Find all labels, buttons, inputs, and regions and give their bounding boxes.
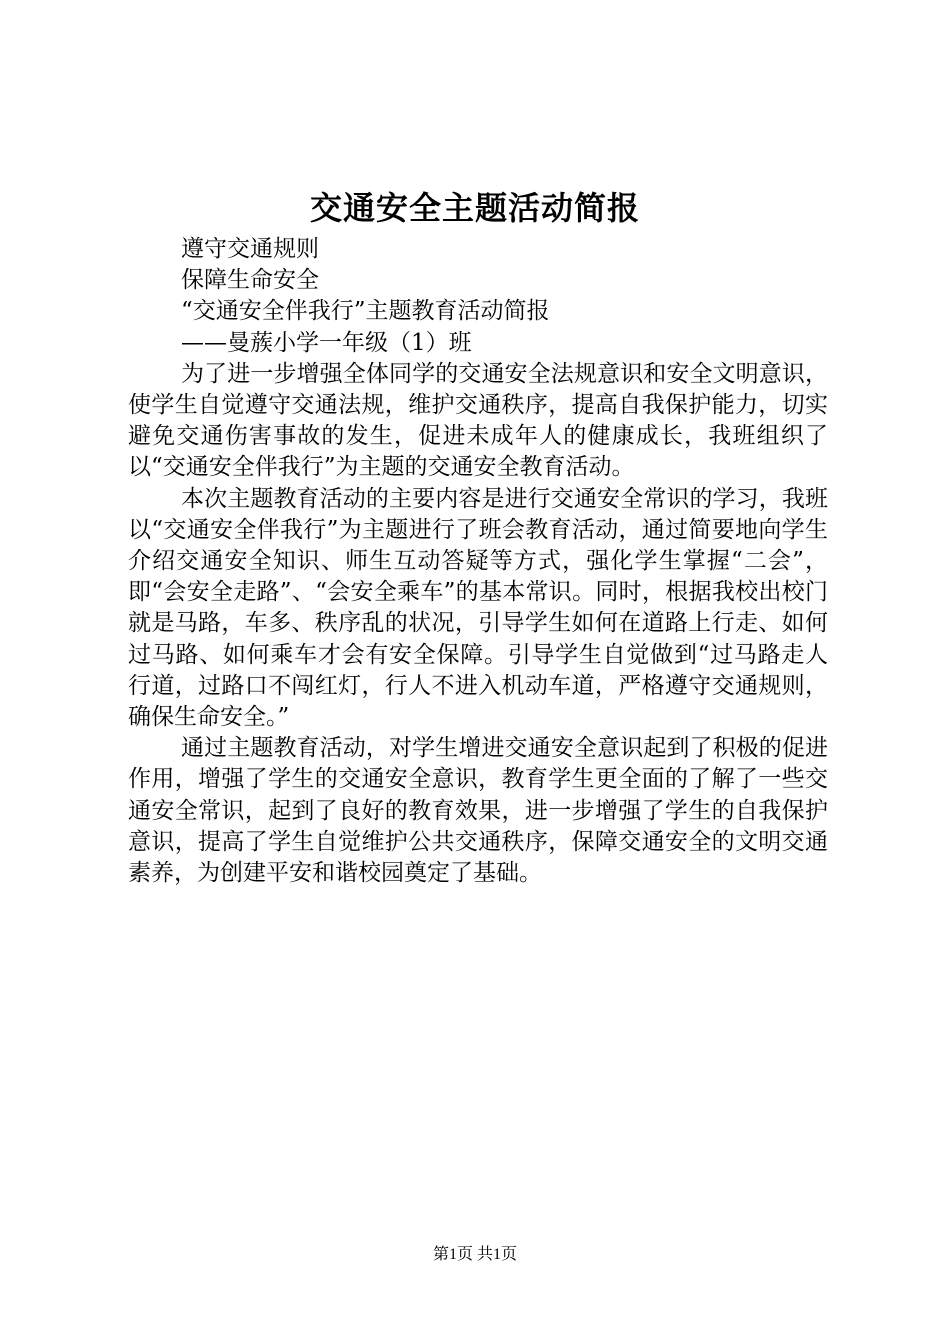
paragraph-intro: 为了进一步增强全体同学的交通安全法规意识和安全文明意识，使学生自觉遵守交通法规，维护交通秩序，提高自我保护能力，切实避免交通伤害事故的发生，促进未成年人的健康成长，我班组织了以“交通安全伴我行”为主题的交通安全教育活动。 <box>128 360 828 481</box>
page-number-footer: 第1页 共1页 <box>432 1246 517 1263</box>
header-line-rules: 遵守交通规则 <box>181 236 319 262</box>
document-body <box>128 234 828 889</box>
header-line-safety: 保障生命安全 <box>181 267 319 294</box>
paragraph-conclusion: 通过主题教育活动，对学生增进交通安全意识起到了积极的促进作用，增强了学生的交通安全意识，教育学生更全面的了解了一些交通安全常识，起到了良好的教育效果，进一步增强了学生的自我保护意识，提高了学生自觉维护公共交通秩序，保障交通安全的文明交通素养，为创建平安和谐校园奠定了基础。 <box>128 735 828 887</box>
header-line-subtitle: “交通安全伴我行”主题教育活动简报 <box>181 298 550 325</box>
paragraph-content: 本次主题教育活动的主要内容是进行交通安全常识的学习，我班以“交通安全伴我行”为主题进行了班会教育活动，通过简要地向学生介绍交通安全知识、师生互动答疑等方式，强化学生掌握“二会”，即“会安全走路”、“会安全乘车”的基本常识。同时，根据我校出校门就是马路，车多、秩序乱的状况，引导学生如何在道路上行走、如何过马路、如何乘车才会有安全保障。引导学生自觉做到“过马路走人行道，过路口不闯红灯，行人不进入机动车道，严格遵守交通规则，确保生命安全。” <box>128 485 828 731</box>
header-line-class: ——曼蔟小学一年级（1）班 <box>181 329 472 356</box>
document-title: 交通安全主题活动简报 <box>309 189 640 227</box>
